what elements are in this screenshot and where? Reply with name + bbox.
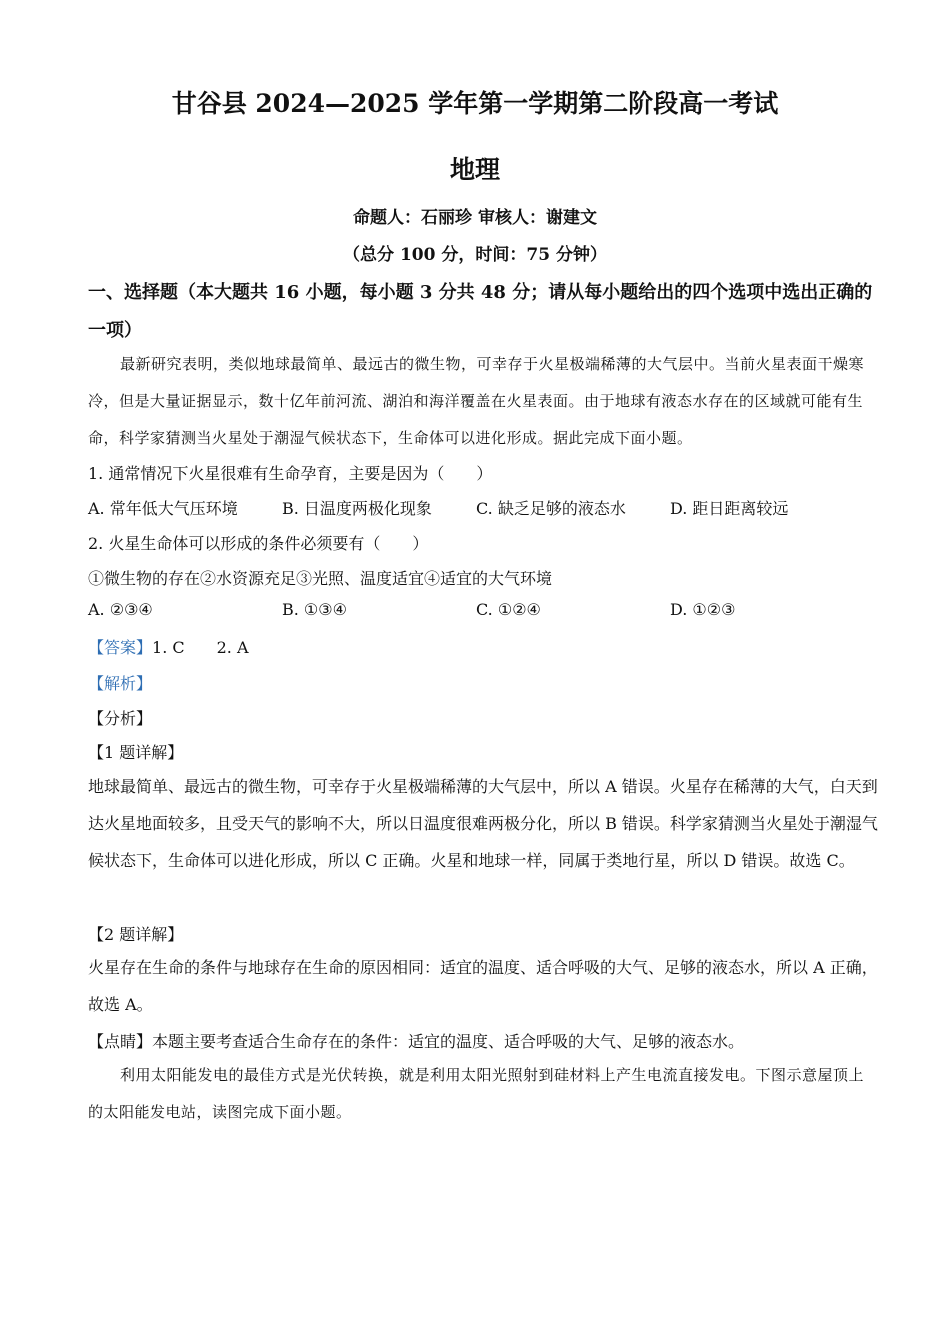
exam-title: 甘谷县 2024—2025 学年第一学期第二阶段高一考试 — [171, 89, 779, 118]
q2-option-b: B. ①③④ — [282, 600, 347, 619]
q2-option-c: C. ①②④ — [476, 600, 541, 619]
q1-option-a: A. 常年低大气压环境 — [88, 499, 238, 518]
dianjing-text: 本题主要考查适合生命存在的条件：适宜的温度、适合呼吸的大气、足够的液态水。 — [152, 1032, 745, 1051]
question-2-stem: 2. 火星生命体可以形成的条件必须要有（ ） — [88, 534, 429, 553]
detail-1-text: 地球最简单、最远古的微生物，可幸存于火星极端稀薄的大气层中，所以 A 错误。火星存在稀薄的大气，白天到达火星地面较多，且受天气的影响不大，所以日温度很难两极分化，所以 B 错误。科学家猜测当火星处于潮湿气候状态下，生命体可以进化形成，所以 C 正确。火星和地球一样，同属于类地行星，所以 D 错误。故选 C。 — [88, 777, 878, 870]
analysis-label: 【解析】 — [88, 674, 153, 693]
dianjing-line — [88, 1029, 744, 1052]
material-paragraph-1: 最新研究表明，类似地球最简单、最远古的微生物，可幸存于火星极端稀薄的大气层中。当前火星表面干燥寒冷，但是大量证据显示，数十亿年前河流、湖泊和海洋覆盖在火星表面。由于地球有液态水存在的区域就可能有生命，科学家猜测当火星处于潮湿气候状态下，生命体可以进化形成。据此完成下面小题。 — [88, 355, 865, 447]
detail-2-label: 【2 题详解】 — [88, 925, 184, 944]
subject-title: 地理 — [449, 155, 500, 184]
detail-2-text: 火星存在生命的条件与地球存在生命的原因相同：适宜的温度、适合呼吸的大气、足够的液态水，所以 A 正确，故选 A。 — [88, 958, 878, 1014]
question-1-stem: 1. 通常情况下火星很难有生命孕育，主要是因为（ ） — [88, 464, 493, 483]
q1-option-d: D. 距日距离较远 — [670, 499, 789, 518]
q1-option-c: C. 缺乏足够的液态水 — [476, 499, 626, 518]
q2-option-a: A. ②③④ — [88, 600, 153, 619]
answer-text: 1. C 2. A — [152, 638, 249, 657]
q1-option-b: B. 日温度两极化现象 — [282, 499, 432, 518]
question-2-conditions: ①微生物的存在②水资源充足③光照、温度适宜④适宜的大气环境 — [88, 569, 553, 588]
answer-label: 【答案】 — [88, 638, 153, 657]
section-heading: 一、选择题（本大题共 16 小题，每小题 3 分共 48 分；请从每小题给出的四个选项中选出正确的一项） — [88, 282, 873, 341]
exam-info: （总分 100 分，时间：75 分钟） — [343, 245, 607, 265]
authors-line: 命题人：石丽珍 审核人：谢建文 — [353, 208, 597, 228]
dianjing-label: 【点睛】 — [88, 1032, 153, 1051]
q2-option-d: D. ①②③ — [670, 600, 736, 619]
fenxi-label: 【分析】 — [88, 709, 153, 728]
detail-1-label: 【1 题详解】 — [88, 743, 184, 762]
material-paragraph-2: 利用太阳能发电的最佳方式是光伏转换，就是利用太阳光照射到硅材料上产生电流直接发电。下图示意屋顶上的太阳能发电站，读图完成下面小题。 — [88, 1066, 865, 1121]
answer-line — [88, 635, 249, 658]
